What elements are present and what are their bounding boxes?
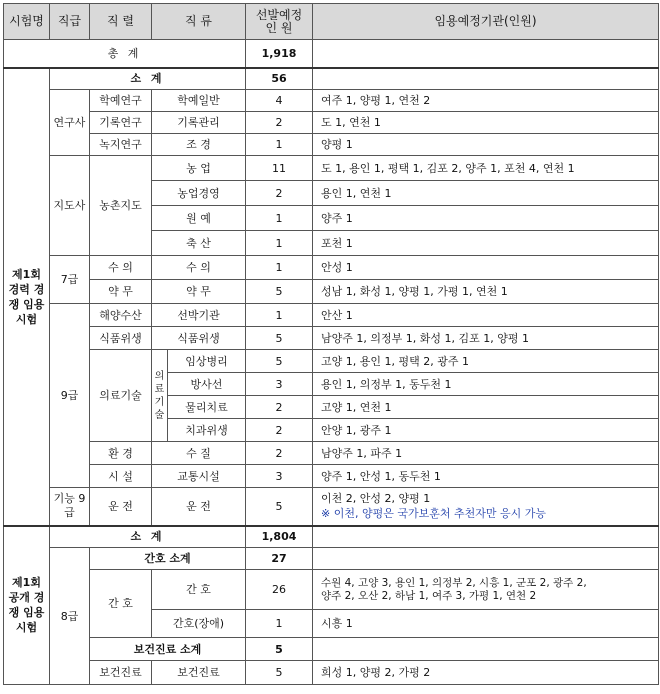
header-agencies: 임용예정기관(인원) xyxy=(313,4,659,40)
table-row xyxy=(4,280,659,304)
category-cell: 간호(장애) xyxy=(152,610,246,638)
category-cell: 보건진료 xyxy=(152,661,246,685)
exam1-subtotal-label: 소 계 xyxy=(50,68,246,90)
exam1-name: 제1회 경력 경쟁 임용 시험 xyxy=(4,68,50,526)
health-subtotal-label: 보건진료 소계 xyxy=(90,638,246,661)
agencies-cell: 고양 1, 용인 1, 평택 2, 광주 1 xyxy=(313,350,659,373)
header-planned: 선발예정 인 원 xyxy=(246,4,313,40)
table-row xyxy=(4,661,659,685)
header-exam: 시험명 xyxy=(4,4,50,40)
series-cell: 환 경 xyxy=(90,442,152,465)
grade-7: 7급 xyxy=(50,256,90,304)
category-cell: 원 예 xyxy=(152,206,246,231)
agencies-cell: 남양주 1, 파주 1 xyxy=(313,442,659,465)
series-cell: 수 의 xyxy=(90,256,152,280)
series-cell: 시 설 xyxy=(90,465,152,488)
exam2-subtotal-label: 소 계 xyxy=(50,526,246,548)
agencies-cell: 용인 1, 의정부 1, 동두천 1 xyxy=(313,373,659,396)
count-cell: 5 xyxy=(246,327,313,350)
category-cell: 조 경 xyxy=(152,134,246,156)
table-row xyxy=(4,90,659,112)
grade-guide: 지도사 xyxy=(50,156,90,256)
agencies-cell: 시흥 1 xyxy=(313,610,659,638)
count-cell: 2 xyxy=(246,442,313,465)
agencies-cell: 성남 1, 화성 1, 양평 1, 가평 1, 연천 1 xyxy=(313,280,659,304)
count-cell: 1 xyxy=(246,304,313,327)
nursing-subtotal-value: 27 xyxy=(246,548,313,570)
agencies-cell xyxy=(313,488,659,526)
category-cell: 기록관리 xyxy=(152,112,246,134)
table-row xyxy=(4,156,659,181)
series-cell: 식품위생 xyxy=(90,327,152,350)
count-cell: 5 xyxy=(246,350,313,373)
category-cell: 간 호 xyxy=(152,570,246,610)
count-cell: 1 xyxy=(246,206,313,231)
count-cell: 2 xyxy=(246,419,313,442)
series-cell: 기록연구 xyxy=(90,112,152,134)
header-row xyxy=(4,4,659,40)
agencies-cell: 안양 1, 광주 1 xyxy=(313,419,659,442)
exam2-name: 제1회 공개 경쟁 임용 시험 xyxy=(4,526,50,685)
count-cell: 1 xyxy=(246,610,313,638)
agencies-cell: 도 1, 용인 1, 평택 1, 김포 2, 양주 1, 포천 4, 연천 1 xyxy=(313,156,659,181)
header-category: 직 류 xyxy=(152,4,246,40)
table-row xyxy=(4,442,659,465)
count-cell: 2 xyxy=(246,396,313,419)
count-cell: 1 xyxy=(246,231,313,256)
category-cell: 학예일반 xyxy=(152,90,246,112)
category-cell: 선박기관 xyxy=(152,304,246,327)
agencies-cell: 양주 1 xyxy=(313,206,659,231)
count-cell: 11 xyxy=(246,156,313,181)
recruitment-table xyxy=(3,3,659,685)
table-row xyxy=(4,256,659,280)
count-cell: 2 xyxy=(246,112,313,134)
series-cell: 녹지연구 xyxy=(90,134,152,156)
count-cell: 5 xyxy=(246,661,313,685)
category-cell: 임상병리 xyxy=(168,350,246,373)
notice-text: ※ 이천, 양평은 국가보훈처 추천자만 응시 가능 xyxy=(321,507,546,521)
table-row xyxy=(4,638,659,661)
category-cell: 농업경영 xyxy=(152,181,246,206)
category-cell: 식품위생 xyxy=(152,327,246,350)
category-cell: 방사선 xyxy=(168,373,246,396)
category-cell: 축 산 xyxy=(152,231,246,256)
count-cell: 5 xyxy=(246,280,313,304)
header-series: 직 렬 xyxy=(90,4,152,40)
series-cell: 운 전 xyxy=(90,488,152,526)
table-row xyxy=(4,350,659,373)
table-row xyxy=(4,304,659,327)
exam1-subtotal-value: 56 xyxy=(246,68,313,90)
table-row xyxy=(4,570,659,610)
agencies-cell: 포천 1 xyxy=(313,231,659,256)
health-subtotal-value: 5 xyxy=(246,638,313,661)
count-cell: 26 xyxy=(246,570,313,610)
category-cell: 농 업 xyxy=(152,156,246,181)
nursing-subtotal-label: 간호 소계 xyxy=(90,548,246,570)
grade-8: 8급 xyxy=(50,548,90,685)
agencies-cell: 양평 1 xyxy=(313,134,659,156)
series-cell: 약 무 xyxy=(90,280,152,304)
count-cell: 1 xyxy=(246,256,313,280)
grade-9: 9급 xyxy=(50,304,90,488)
grade-tech9: 기능 9급 xyxy=(50,488,90,526)
series-medical: 의료기술 xyxy=(90,350,152,442)
table-row xyxy=(4,134,659,156)
count-cell: 3 xyxy=(246,465,313,488)
category-cell: 운 전 xyxy=(152,488,246,526)
agencies-text: 이천 2, 안성 2, 양평 1 xyxy=(321,492,431,506)
total-value: 1,918 xyxy=(246,40,313,68)
medical-group-label: 의료기술 xyxy=(152,350,168,442)
table-row xyxy=(4,548,659,570)
count-cell: 3 xyxy=(246,373,313,396)
category-cell: 물리치료 xyxy=(168,396,246,419)
exam2-subtotal-value: 1,804 xyxy=(246,526,313,548)
count-cell: 5 xyxy=(246,488,313,526)
category-cell: 수 의 xyxy=(152,256,246,280)
total-label: 총 계 xyxy=(4,40,246,68)
table-row xyxy=(4,488,659,526)
total-row xyxy=(4,40,659,68)
agencies-line-2: 양주 2, 오산 2, 하남 1, 여주 3, 가평 1, 연천 2 xyxy=(321,589,537,602)
table-row xyxy=(4,112,659,134)
count-cell: 4 xyxy=(246,90,313,112)
table-row xyxy=(4,68,659,90)
series-nursing: 간 호 xyxy=(90,570,152,638)
table-row xyxy=(4,465,659,488)
table-row xyxy=(4,526,659,548)
category-cell: 수 질 xyxy=(152,442,246,465)
agencies-cell: 양주 1, 안성 1, 동두천 1 xyxy=(313,465,659,488)
series-cell: 보건진료 xyxy=(90,661,152,685)
agencies-cell: 안산 1 xyxy=(313,304,659,327)
count-cell: 1 xyxy=(246,134,313,156)
grade-researcher: 연구사 xyxy=(50,90,90,156)
agencies-cell: 도 1, 연천 1 xyxy=(313,112,659,134)
category-cell: 교통시설 xyxy=(152,465,246,488)
agencies-cell: 안성 1 xyxy=(313,256,659,280)
agencies-cell: 여주 1, 양평 1, 연천 2 xyxy=(313,90,659,112)
table-row xyxy=(4,327,659,350)
agencies-cell: 남양주 1, 의정부 1, 화성 1, 김포 1, 양평 1 xyxy=(313,327,659,350)
agencies-cell: 희성 1, 양평 2, 가평 2 xyxy=(313,661,659,685)
series-guide: 농촌지도 xyxy=(90,156,152,256)
category-cell: 치과위생 xyxy=(168,419,246,442)
series-cell: 학예연구 xyxy=(90,90,152,112)
agencies-line-1: 수원 4, 고양 3, 용인 1, 의정부 2, 시흥 1, 군포 2, 광주 2, xyxy=(321,576,587,589)
category-cell: 약 무 xyxy=(152,280,246,304)
series-cell: 해양수산 xyxy=(90,304,152,327)
agencies-cell: 용인 1, 연천 1 xyxy=(313,181,659,206)
count-cell: 2 xyxy=(246,181,313,206)
header-grade: 직급 xyxy=(50,4,90,40)
agencies-cell xyxy=(313,570,659,610)
agencies-cell: 고양 1, 연천 1 xyxy=(313,396,659,419)
